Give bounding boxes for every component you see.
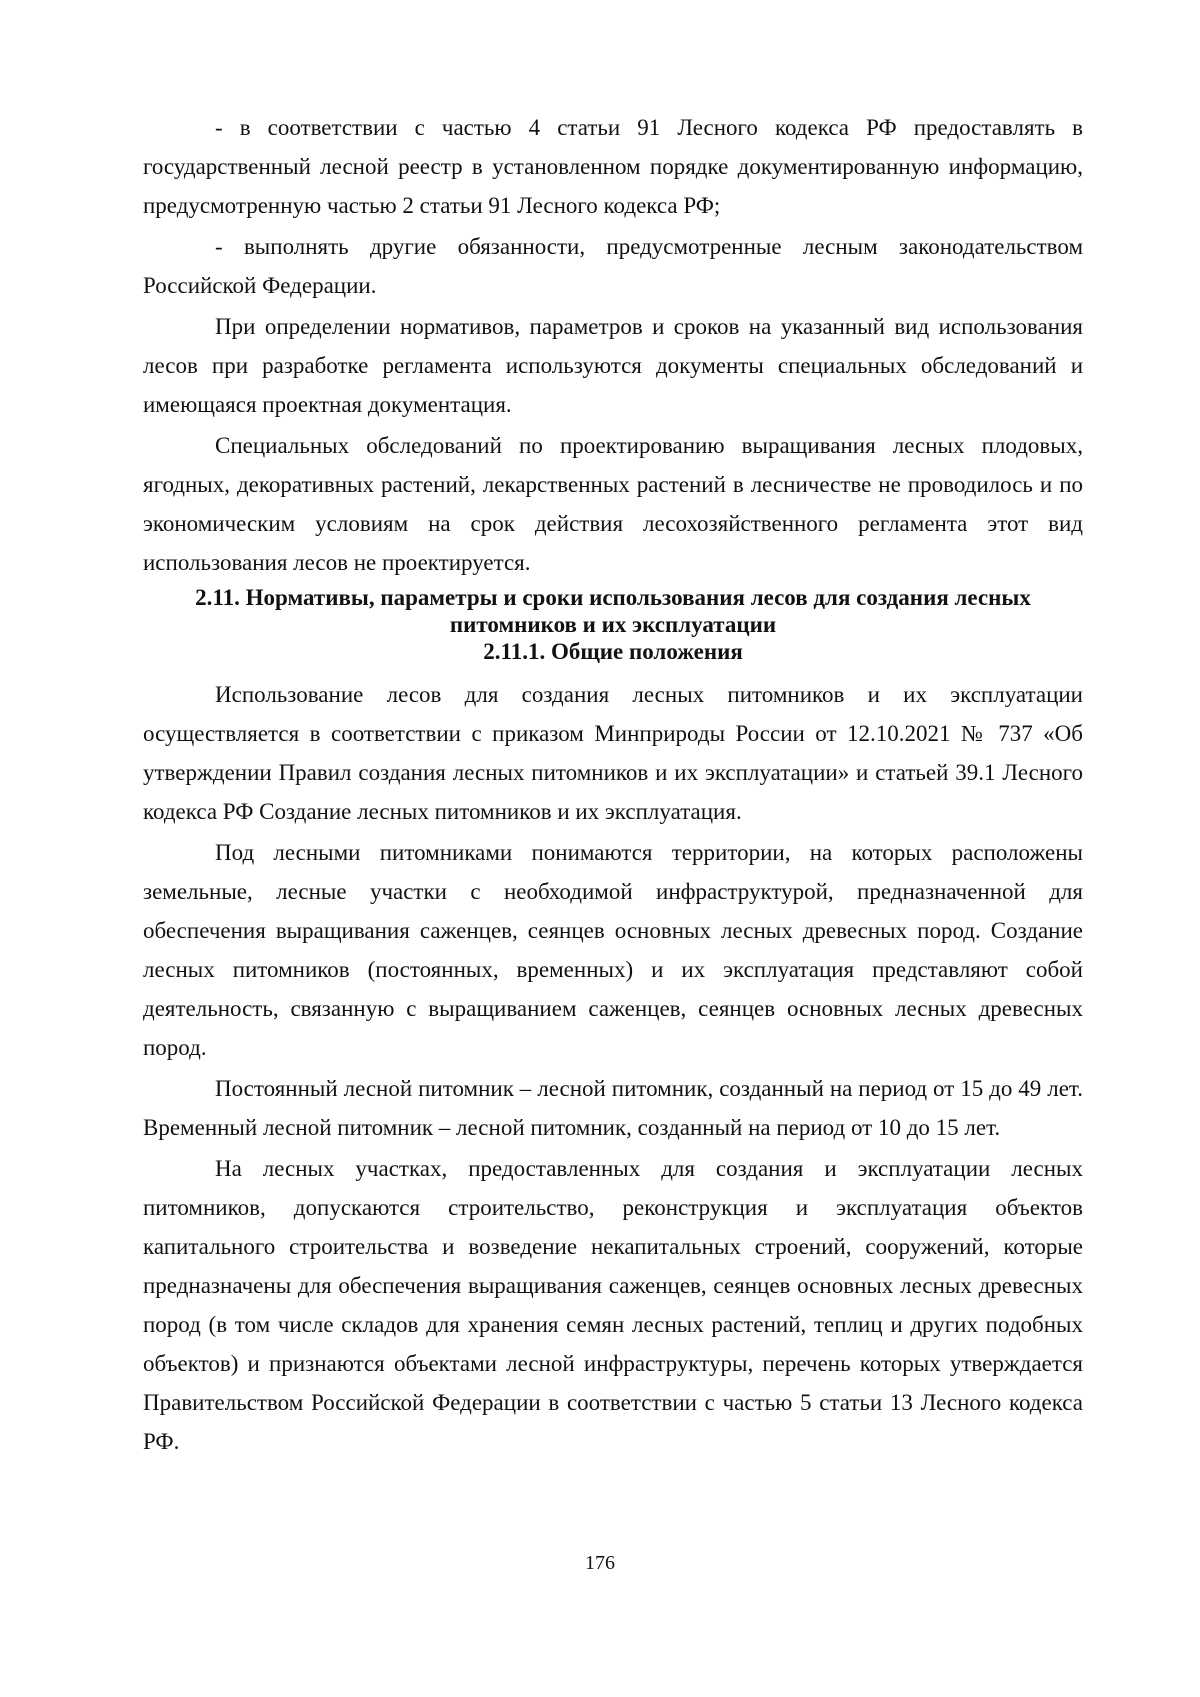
paragraph-nursery-types: Постоянный лесной питомник – лесной питомник, созданный на период от 15 до 49 лет. Временный лесной питомник – лесной питомник, созданный на период от 10 до 15 лет. <box>143 1076 1083 1140</box>
paragraph-nursery-infrastructure: На лесных участках, предоставленных для создания и эксплуатации лесных питомников, допускаются строительство, реконструкция и эксплуатация объектов капитального строительства и возведение некапитальных строений, сооружений, которые предназначены для обеспечения выращивания саженцев, сеянцев основных лесных древесных пород (в том числе складов для хранения семян лесных растений, теплиц и других подобных объектов) и признаются объектами лесной инфраструктуры, перечень которых утверждается Правительством Российской Федерации в соответствии с частью 5 статьи 13 Лесного кодекса РФ. <box>143 1156 1083 1454</box>
document-page <box>143 108 1083 1461</box>
page-number: 176 <box>585 1552 615 1574</box>
paragraph-forest-registry: - в соответствии с частью 4 статьи 91 Лесного кодекса РФ предоставлять в государственный лесной реестр в установленном порядке документированную информацию, предусмотренную частью 2 статьи 91 Лесного кодекса РФ; <box>143 115 1083 218</box>
section-heading-block <box>143 584 1083 665</box>
paragraph-nursery-definition: Под лесными питомниками понимаются территории, на которых расположены земельные, лесные участки с необходимой инфраструктурой, предназначенной для обеспечения выращивания саженцев, сеянцев основных лесных древесных пород. Создание лесных питомников (постоянных, временных) и их эксплуатация представляют собой деятельность, связанную с выращиванием саженцев, сеянцев основных лесных древесных пород. <box>143 840 1083 1060</box>
paragraph-norms-determination: При определении нормативов, параметров и сроков на указанный вид использования лесов при разработке регламента используются документы специальных обследований и имеющаяся проектная документация. <box>143 314 1083 417</box>
subsection-heading: 2.11.1. Общие положения <box>483 639 743 664</box>
paragraph-nursery-usage: Использование лесов для создания лесных питомников и их эксплуатации осуществляется в соответствии с приказом Минприроды России от 12.10.2021 № 737 «Об утверждении Правил создания лесных питомников и их эксплуатации» и статьей 39.1 Лесного кодекса РФ Создание лесных питомников и их эксплуатация. <box>143 682 1083 824</box>
paragraph-special-surveys: Специальных обследований по проектированию выращивания лесных плодовых, ягодных, декоративных растений, лекарственных растений в лесничестве не проводилось и по экономическим условиям на срок действия лесохозяйственного регламента этот вид использования лесов не проектируется. <box>143 433 1083 575</box>
section-heading: 2.11. Нормативы, параметры и сроки использования лесов для создания лесных питомников и их эксплуатации <box>195 585 1031 637</box>
paragraph-other-duties: - выполнять другие обязанности, предусмотренные лесным законодательством Российской Федерации. <box>143 234 1083 298</box>
